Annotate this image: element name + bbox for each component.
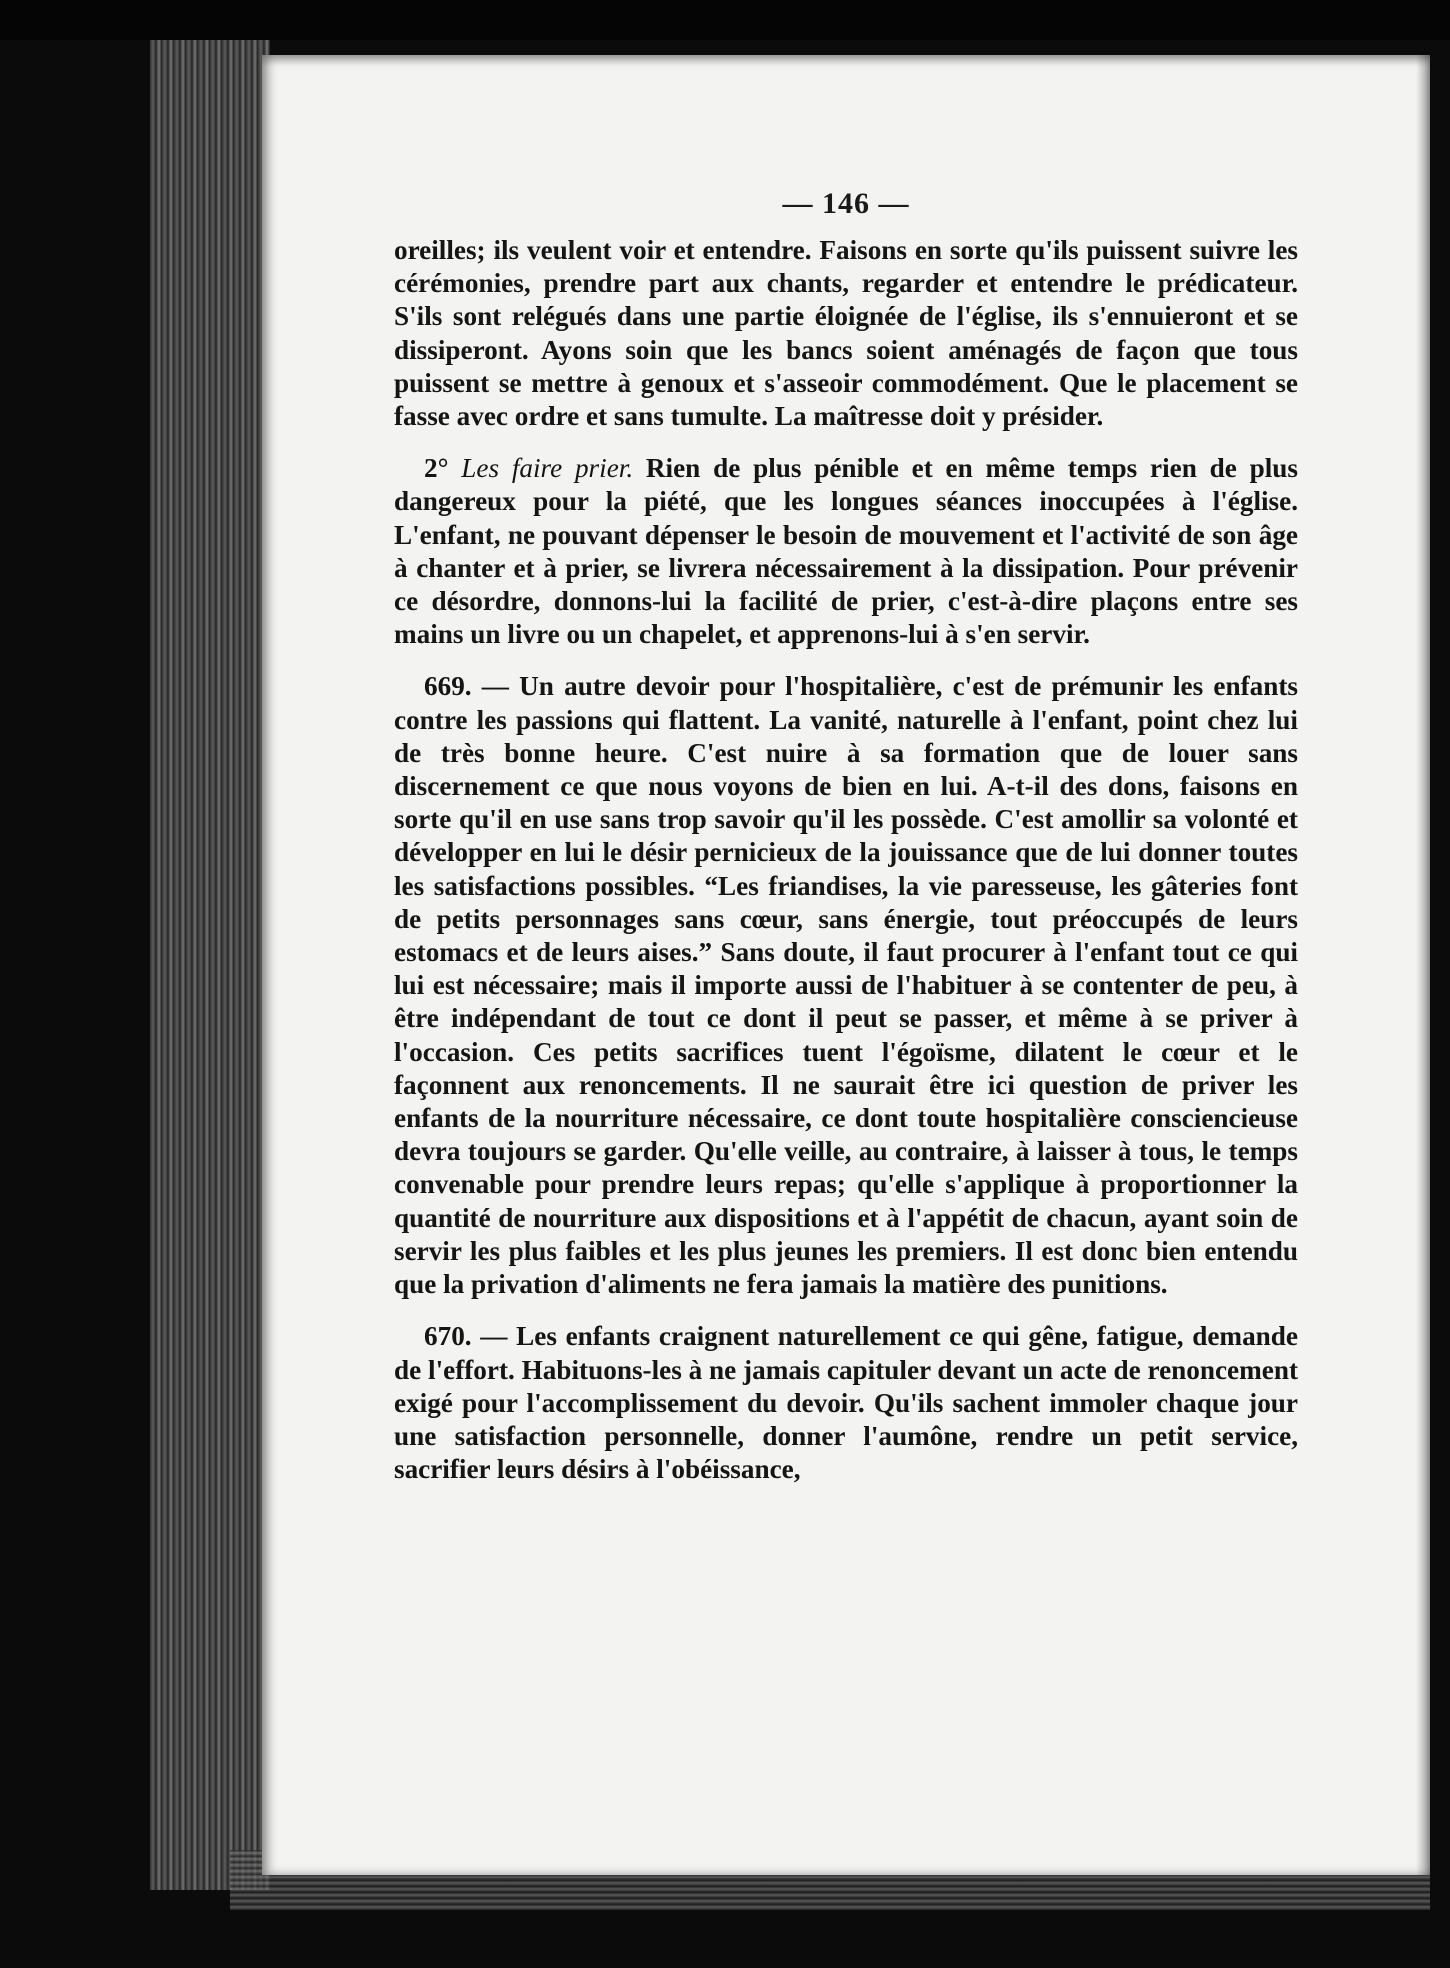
- paragraph-669: [394, 670, 1298, 1301]
- paragraph-text: 669. — Un autre devoir pour l'hospitalière, c'est de prémunir les enfants contre les passions qui flattent. La vanité, naturelle à l'enfant, point chez lui de très bonne heure. C'est nuire à sa formation que de louer sans discernement ce que nous voyons de bien en lui. A-t-il des dons, faisons en sorte qu'il en use sans trop savoir qu'il les possède. C'est amollir sa volonté et développer en lui le désir pernicieux de la jouissance que de lui donner toutes les satisfactions possibles. “Les friandises, la vie paresseuse, les gâteries font de petits personnages sans cœur, sans énergie, tout préoccupés de leurs estomacs et de leurs aises.” Sans doute, il faut procurer à l'enfant tout ce qui lui est nécessaire; mais il importe aussi de l'habituer à se contenter de peu, à être indépendant de tout ce dont il peut se passer, et même à se priver à l'occasion. Ces petits sacrifices tuent l'égoïsme, dilatent le cœur et le façonnent aux renoncements. Il ne saurait être ici question de priver les enfants de la nourriture nécessaire, ce dont toute hospitalière consciencieuse devra toujours se garder. Qu'elle veille, au contraire, à laisser à tous, le temps convenable pour prendre leurs repas; qu'elle s'applique à proportionner la quantité de nourriture aux dispositions et à l'appétit de chacun, ayant soin de servir les plus faibles et les plus jeunes les premiers. Il est donc bien entendu que la privation d'aliments ne fera jamais la matière des punitions.: [394, 671, 1298, 1300]
- text-body: [394, 234, 1298, 1505]
- paragraph-les-faire-prier: [394, 452, 1298, 651]
- paragraph-text: 670. — Les enfants craignent naturellement ce qui gêne, fatigue, demande de l'effort. Habituons-les à ne jamais capituler devant un acte de renoncement exigé pour l'accomplissement du devoir. Qu'ils sachent immoler chaque jour une satisfaction personnelle, donner l'aumône, rendre un petit service, sacrifier leurs désirs à l'obéissance,: [394, 1321, 1298, 1485]
- book-page: [262, 55, 1430, 1875]
- paragraph-heading-italic: Les faire prier.: [461, 453, 634, 484]
- paragraph-670: [394, 1320, 1298, 1486]
- book-page-edges: [150, 40, 270, 1890]
- paragraph-continued: [394, 234, 1298, 433]
- paragraph-text: Rien de plus pénible et en même temps rien de plus dangereux pour la piété, que les longues séances inoccupées à l'église. L'enfant, ne pouvant dépenser le besoin de mouvement et l'activité de son âge à chanter et à prier, se livrera nécessairement à la dissipation. Pour prévenir ce désordre, donnons-lui la facilité de prier, c'est-à-dire plaçons entre ses mains un livre ou un chapelet, et apprenons-lui à s'en servir.: [394, 453, 1298, 650]
- paragraph-text: oreilles; ils veulent voir et entendre. Faisons en sorte qu'ils puissent suivre les cérémonies, prendre part aux chants, regarder et entendre le prédicateur. S'ils sont relégués dans une partie éloignée de l'église, ils s'ennuieront et se dissiperont. Ayons soin que les bancs soient aménagés de façon que tous puissent se mettre à genoux et s'asseoir commodément. Que le placement se fasse avec ordre et sans tumulte. La maîtresse doit y présider.: [394, 235, 1298, 432]
- film-border: [0, 0, 1450, 40]
- page-number: — 146 —: [782, 187, 910, 220]
- paragraph-lead: 2°: [424, 453, 462, 484]
- page-shadow: [1416, 55, 1430, 1875]
